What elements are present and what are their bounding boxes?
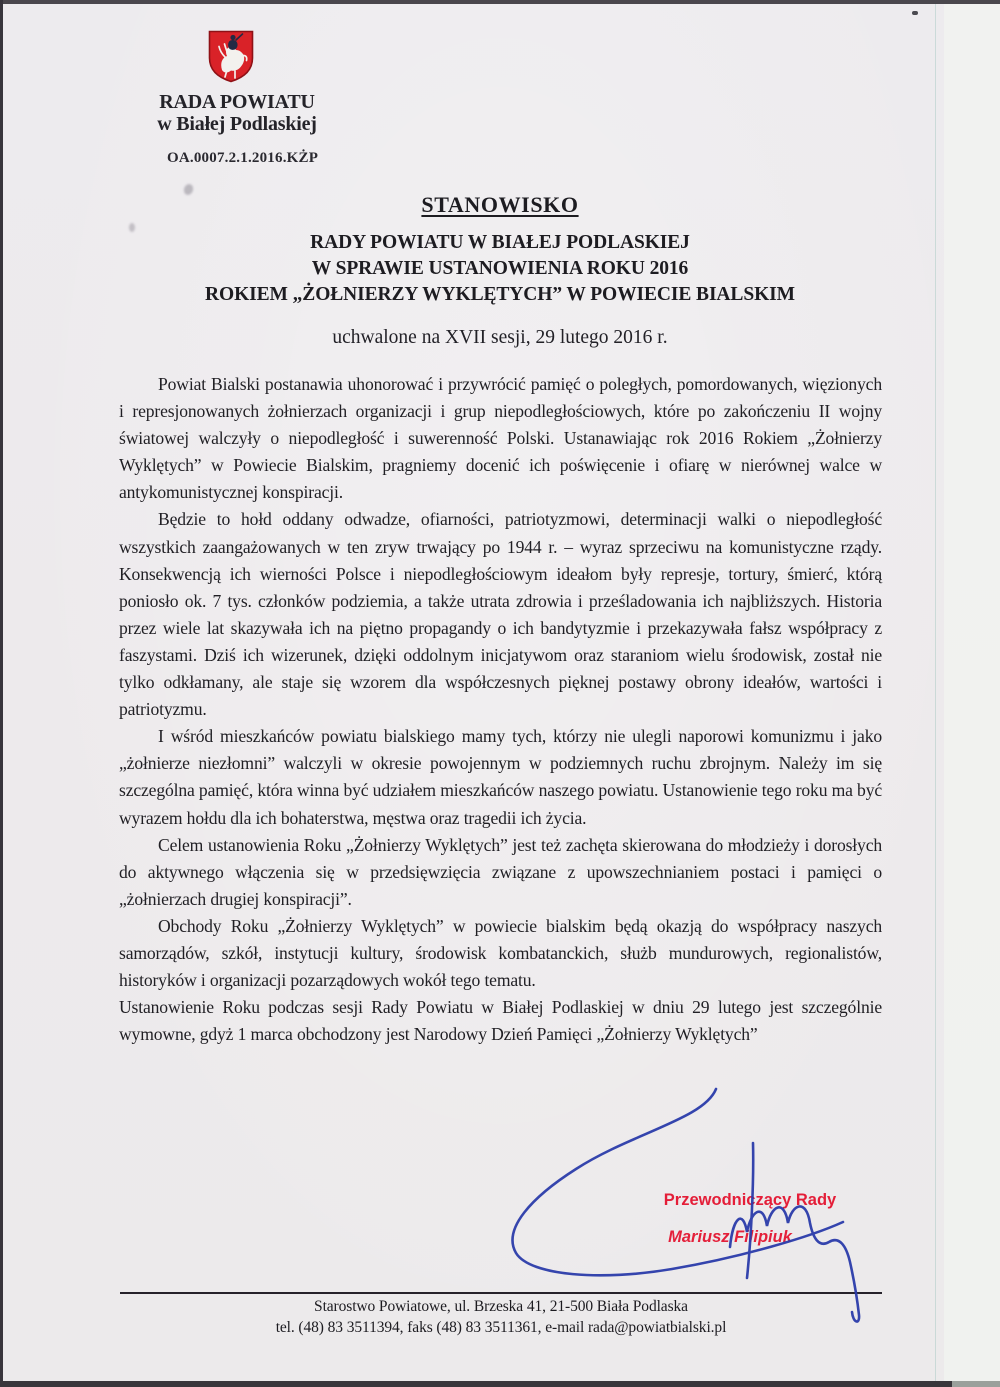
subtitle-line1: RADY POWIATU W BIAŁEJ PODLASKIEJ <box>310 232 690 253</box>
scan-edge-top <box>0 0 1000 4</box>
footer-contact: tel. (48) 83 3511394, faks (48) 83 3511361, e-mail rada@powiatbialski.pl <box>275 1319 727 1336</box>
document-title: STANOWISKO <box>421 192 579 217</box>
subtitle-line2: W SPRAWIE USTANOWIENIA ROKU 2016 <box>311 258 689 279</box>
subtitle-line3: ROKIEM „ŻOŁNIERZY WYKLĘTYCH” W POWIECIE BIALSKIM <box>205 284 795 305</box>
document-body <box>119 371 882 1048</box>
paragraph-4: Celem ustanowienia Roku „Żołnierzy Wyklętych” jest też zachęta skierowana do młodzieży i dorosłych do aktywnego włączenia się w przedsięwzięcia związane z upowszechnianiem postaci i pamięci o „żołnierzach drugiej konspiracji”. <box>119 834 882 909</box>
organization-name-line2: w Białej Podlaskiej <box>157 113 317 135</box>
signature-role-label: Przewodniczący Rady <box>663 1191 837 1209</box>
scan-edge-bottom-right <box>952 1381 1000 1387</box>
organization-name-line1: RADA POWIATU <box>159 91 315 113</box>
footer-address: Starostwo Powiatowe, ul. Brzeska 41, 21-500 Biała Podlaska <box>314 1298 688 1315</box>
organization-name <box>122 91 352 135</box>
paragraph-3: I wśród mieszkańców powiatu bialskiego mamy tych, którzy nie ulegli naporowi komunizmu i jako „żołnierze niezłomni” walczyli w okresie powojennym w podziemnych ruchu zbrojnym. Należy im się szczególna pamięć, która winna być udziałem mieszkańców naszego powiatu. Ustanowienie tego roku ma być wyrazem hołdu dla ich bohaterstwa, męstwa oraz tragedii ich życia. <box>119 726 882 828</box>
document-subtitle <box>0 230 1000 308</box>
coat-of-arms-icon <box>208 30 254 83</box>
paragraph-1: Powiat Bialski postanawia uhonorować i przywrócić pamięć o poległych, pomordowanych, więzionych i represjonowanych żołnierzach organizacji i grup niepodległościowych, które po zakończeniu II wojny światowej walczyły o niepodległość i suwerenność Polski. Ustanawiając rok 2016 Rokiem „Żołnierzy Wyklętych” w Powiecie Bialskim, pragniemy docenić ich poświęcenie i ofiarę w nierównej walce w antykomunistycznej konspiracji. <box>119 374 882 503</box>
handwritten-signature-ink <box>480 1075 900 1375</box>
scan-edge-bottom <box>0 1381 1000 1387</box>
scan-speck <box>912 11 918 15</box>
paragraph-5: Obchody Roku „Żołnierzy Wyklętych” w powiecie bialskim będą okazją do współpracy naszych samorządów, szkół, instytucji kultury, środowisk kombatanckich, służb mundurowych, regionalistów, historyków i organizacji pozarządowych wokół tego tematu. <box>119 915 882 991</box>
paragraph-6: Ustanowienie Roku podczas sesji Rady Powiatu w Białej Podlaskiej w dniu 29 lutego jest szczególnie wymowne, gdyż 1 marca obchodzony jest Narodowy Dzień Pamięci „Żołnierzy Wyklętych” <box>119 997 882 1045</box>
paragraph-2: Będzie to hołd oddany odwadze, ofiarności, patriotyzmowi, determinacji walki o niepodległość wszystkich zaangażowanych w ten zryw trwający po 1944 r. – wyraz sprzeciwu na komunistyczne rządy. Konsekwencją ich wierności Polsce i niepodległościowym ideałom były represje, tortury, śmierć, którą poniosło ok. 7 tys. członków podziemia, a także utrata zdrowia i prześladowania ich najbliższych. Historia przez wiele lat skazywała ich na piętno propagandy o ich bandytyzmie i przekazywała fałsz współpracy z faszystami. Dziś ich wizerunek, dzięki oddolnym inicjatywom oraz staraniom wielu środowisk, został nie tylko odkłamany, ale staje się wzorem dla współczesnych pięknej postawy obrony ideałów, wartości i patriotyzmu. <box>119 509 882 720</box>
adoption-note: uchwalone na XVII sesji, 29 lutego 2016 r. <box>332 327 668 348</box>
signatory-name: Mariusz Filipiuk <box>668 1228 792 1246</box>
reference-number: OA.0007.2.1.2016.KŻP <box>167 150 319 166</box>
